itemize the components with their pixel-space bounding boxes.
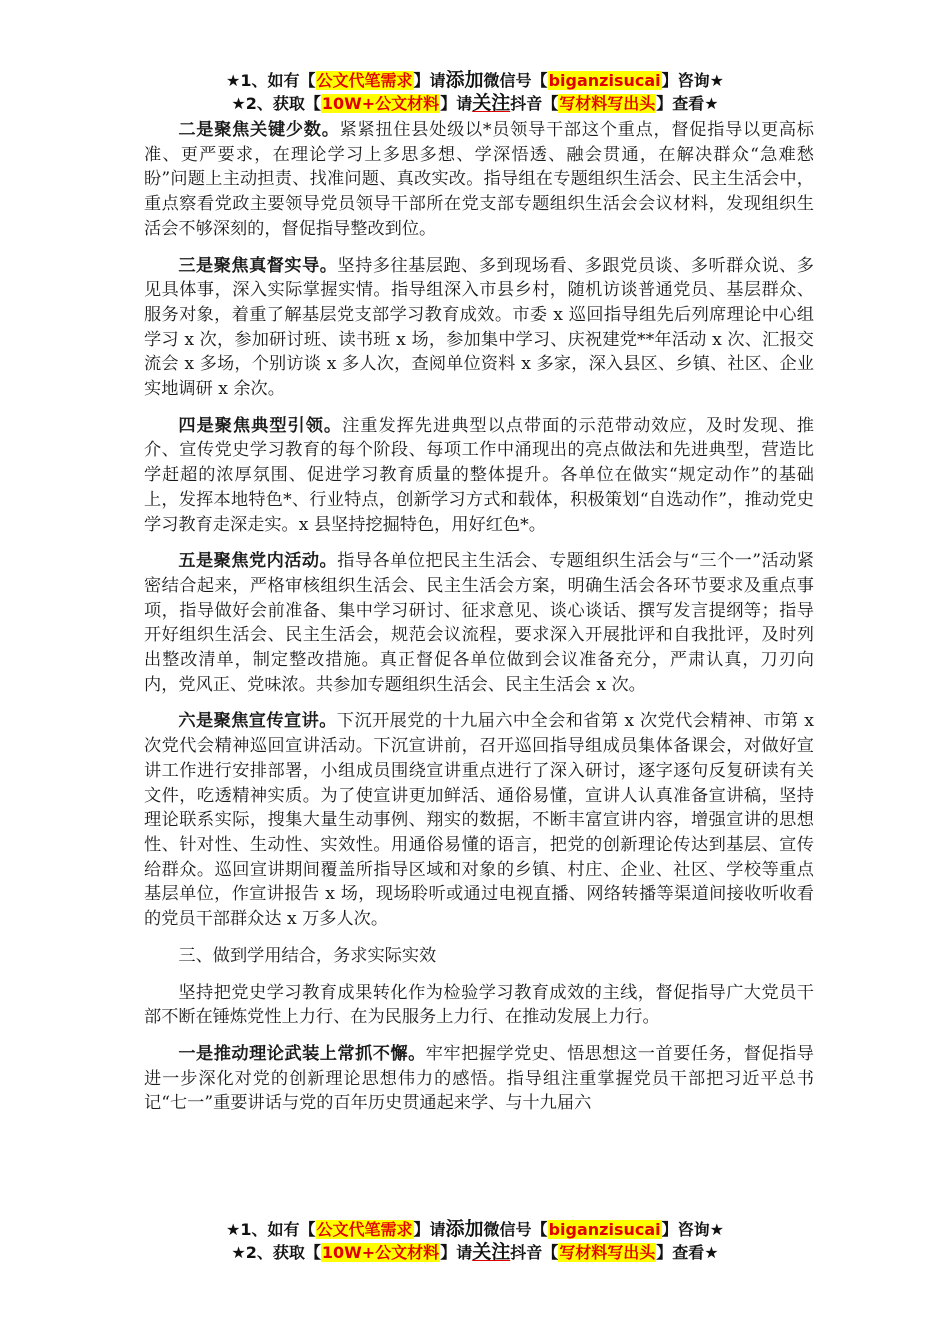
banner-text: 】查看★ xyxy=(656,94,719,113)
paragraph-lead: 三是聚焦真督实导。 xyxy=(178,255,338,276)
banner-text: 】请 xyxy=(413,71,446,90)
banner-text: ★2、获取【 xyxy=(231,94,321,113)
banner-douyin-id: 写材料写出头 xyxy=(559,94,656,113)
section-heading xyxy=(144,944,814,969)
paragraph xyxy=(144,254,814,402)
banner-wechat-id: biganzisucai xyxy=(548,1220,661,1239)
paragraph xyxy=(144,118,814,242)
banner-emphasis: 添加 xyxy=(445,1218,484,1240)
banner-text: ★2、获取【 xyxy=(231,1243,321,1262)
paragraph xyxy=(144,981,814,1030)
banner-text: 】请 xyxy=(440,94,473,113)
banner-text: 微信号【 xyxy=(483,1220,548,1239)
banner-highlight: 公文代笔需求 xyxy=(316,71,413,90)
bottom-ad-banner xyxy=(0,1218,950,1264)
banner-wechat-id: biganzisucai xyxy=(548,71,661,90)
paragraph-text: 坚持多往基层跑、多到现场看、多跟党员谈、多听群众说、多见具体事，深入实际掌握实情。指导组深入市县乡村，随机访谈普通党员、基层群众、服务对象，着重了解基层党支部学习教育成效。市委 x 巡回指导组先后列席理论中心组学习 x 次，参加研讨班、读书班 x 场，参加集中学习、庆祝建党**年活动 x 次、汇报交流会 x 多场，个别访谈 x 多人次，查阅单位资料 x 多家，深入县区、乡镇、社区、企业实地调研 x 余次。 xyxy=(144,255,814,400)
paragraph-text: 下沉开展党的十九届六中全会和省第 x 次党代会精神、市第 x 次党代会精神巡回宣讲活动。下沉宣讲前，召开巡回指导组成员集体备课会，对做好宣讲工作进行安排部署，小组成员围绕宣讲重点进行了深入研讨，逐字逐句反复研读有关文件，吃透精神实质。为了使宣讲更加鲜活、通俗易懂，宣讲人认真准备宣讲稿，坚持理论联系实际，搜集大量生动事例、翔实的数据，不断丰富宣讲内容，增强宣讲的思想性、针对性、生动性、实效性。用通俗易懂的语言，把党的创新理论传达到基层、宣传给群众。巡回宣讲期间覆盖所指导区域和对象的乡镇、村庄、企业、社区、学校等重点基层单位，作宣讲报告 x 场，现场聆听或通过电视直播、网络转播等渠道间接收听收看的党员干部群众达 x 万多人次。 xyxy=(144,711,814,930)
banner-text: 抖音【 xyxy=(510,1243,559,1262)
paragraph-lead: 五是聚焦党内活动。 xyxy=(178,551,338,572)
section-heading-text: 三、做到学用结合，务求实际实效 xyxy=(178,945,437,966)
banner-text: ★1、如有【 xyxy=(226,1220,316,1239)
banner-highlight: 10W+公文材料 xyxy=(321,94,440,113)
banner-highlight: 公文代笔需求 xyxy=(316,1220,413,1239)
paragraph xyxy=(144,549,814,697)
banner-text: ★1、如有【 xyxy=(226,71,316,90)
paragraph-text: 注重发挥先进典型以点带面的示范带动效应，及时发现、推介、宣传党史学习教育的每个阶段、每项工作中涌现出的亮点做法和先进典型，营造比学赶超的浓厚氛围、促进学习教育质量的整体提升。各单位在做实“规定动作”的基础上，发挥本地特色*、行业特点，创新学习方式和载体，积极策划“自选动作”，推动党史学习教育走深走实。x 县坚持挖掘特色，用好红色*。 xyxy=(144,415,814,535)
banner-line-2 xyxy=(0,92,950,115)
banner-highlight: 10W+公文材料 xyxy=(321,1243,440,1262)
banner-line-1 xyxy=(0,1218,950,1241)
paragraph-text: 紧紧扭住县处级以*员领导干部这个重点，督促指导以更高标准、更严要求，在理论学习上多思多想、学深悟透、融会贯通，在解决群众“急难愁盼”问题上主动担责、找准问题、真改实改。指导组在专题组织生活会、民主生活会中，重点察看党政主要领导党员领导干部所在党支部专题组织生活会会议材料，发现组织生活会不够深刻的，督促指导整改到位。 xyxy=(144,120,814,239)
banner-emphasis: 添加 xyxy=(445,69,484,91)
paragraph-lead: 一是推动理论武装上常抓不懈。 xyxy=(178,1043,426,1064)
document-body xyxy=(144,118,814,1128)
top-ad-banner xyxy=(0,69,950,115)
paragraph xyxy=(144,1042,814,1116)
paragraph-lead: 六是聚焦宣传宣讲。 xyxy=(178,711,337,732)
paragraph xyxy=(144,414,814,538)
banner-emphasis: 关注 xyxy=(472,1241,511,1263)
banner-emphasis: 关注 xyxy=(472,92,511,114)
banner-text: 抖音【 xyxy=(510,94,559,113)
banner-text: 微信号【 xyxy=(483,71,548,90)
paragraph-lead: 二是聚焦关键少数。 xyxy=(178,120,340,140)
paragraph-lead: 四是聚焦典型引领。 xyxy=(178,415,343,436)
banner-line-1 xyxy=(0,69,950,92)
paragraph xyxy=(144,709,814,931)
banner-line-2 xyxy=(0,1241,950,1264)
banner-text: 】查看★ xyxy=(656,1243,719,1262)
banner-douyin-id: 写材料写出头 xyxy=(559,1243,656,1262)
banner-text: 】咨询★ xyxy=(661,71,724,90)
banner-text: 】咨询★ xyxy=(661,1220,724,1239)
banner-text: 】请 xyxy=(440,1243,473,1262)
banner-text: 】请 xyxy=(413,1220,446,1239)
paragraph-text: 指导各单位把民主生活会、专题组织生活会与“三个一”活动紧密结合起来，严格审核组织生活会、民主生活会方案，明确生活会各环节要求及重点事项，指导做好会前准备、集中学习研讨、征求意见、谈心谈话、撰写发言提纲等；指导开好组织生活会、民主生活会，规范会议流程，要求深入开展批评和自我批评，及时列出整改清单，制定整改措施。真正督促各单位做到会议准备充分，严肃认真，刀刃向内，党风正、党味浓。共参加专题组织生活会、民主生活会 x 次。 xyxy=(144,551,814,695)
paragraph-text: 牢牢把握学党史、悟思想这一首要任务，督促指导进一步深化对党的创新理论思想伟力的感悟。指导组注重掌握党员干部把习近平总书记“七一”重要讲话与党的百年历史贯通起来学、与十九届六 xyxy=(144,1043,814,1114)
paragraph-text: 坚持把党史学习教育成果转化作为检验学习教育成效的主线，督促指导广大党员干部不断在锤炼党性上力行、在为民服务上力行、在推动发展上力行。 xyxy=(144,982,814,1028)
